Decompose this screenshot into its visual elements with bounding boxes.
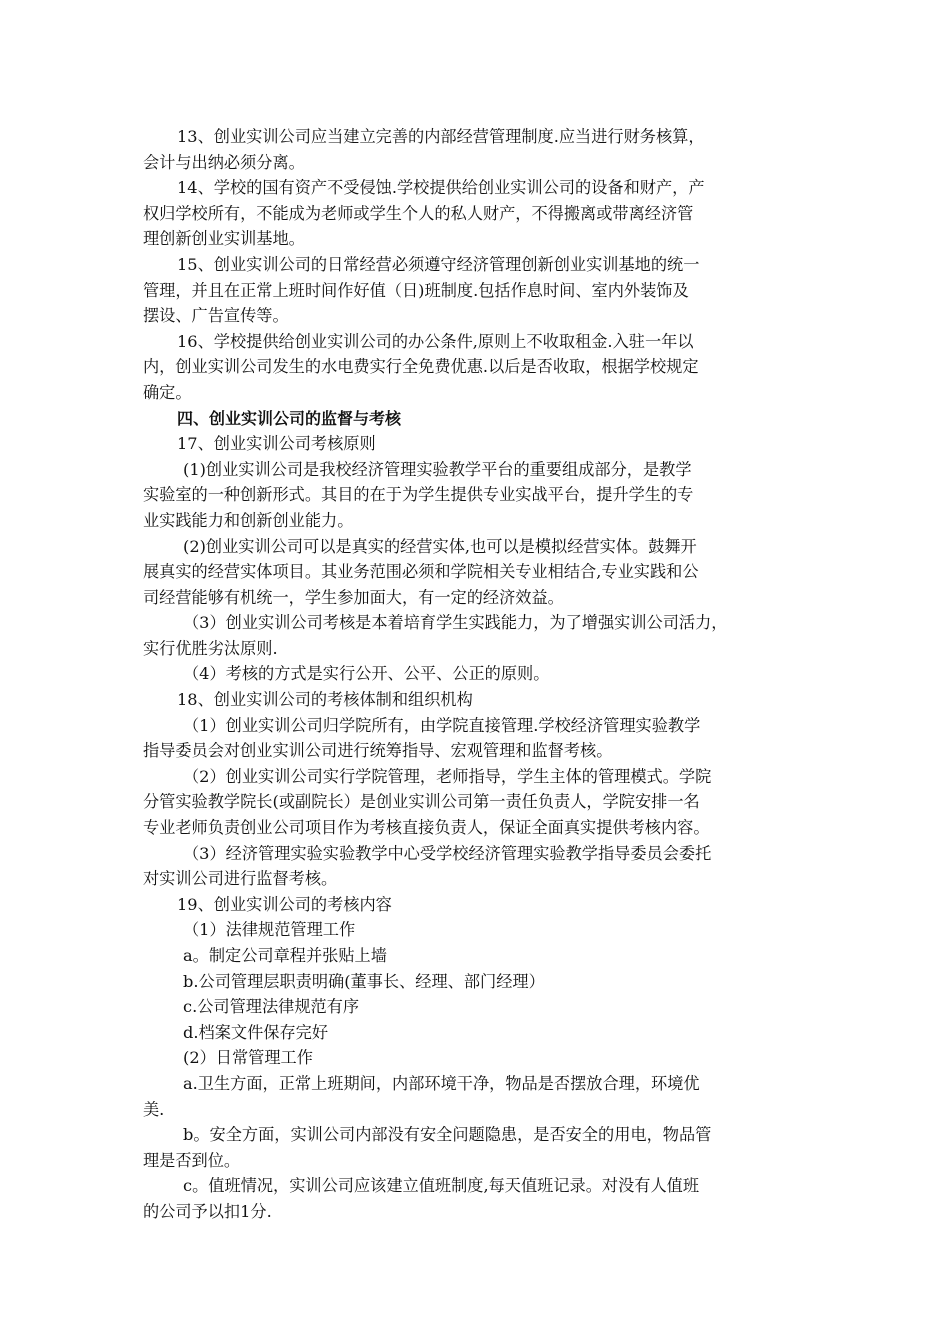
item-18-1-line-2: 指导委员会对创业实训公司进行统筹指导、宏观管理和监督考核。 xyxy=(143,741,613,761)
paragraph-15-line-3: 摆设、广告宣传等。 xyxy=(143,306,289,326)
item-19-2-c-line-1: c。值班情况，实训公司应该建立值班制度,每天值班记录。对没有人值班 xyxy=(183,1176,700,1196)
item-19-1-d: d.档案文件保存完好 xyxy=(183,1022,329,1042)
paragraph-13-line-1: 13、创业实训公司应当建立完善的内部经营管理制度.应当进行财务核算， xyxy=(177,127,705,146)
item-18-2-line-1: （2）创业实训公司实行学院管理，老师指导，学生主体的管理模式。学院 xyxy=(183,766,712,786)
paragraph-16-line-3: 确定。 xyxy=(143,382,192,402)
item-17-1-line-3: 业实践能力和创新创业能力。 xyxy=(143,510,354,530)
section-heading-4: 四、创业实训公司的监督与考核 xyxy=(177,408,402,428)
item-19-1-title: （1）法律规范管理工作 xyxy=(183,920,356,940)
item-19-2-title: (2）日常管理工作 xyxy=(183,1048,313,1068)
item-18-2-line-3: 专业老师负责创业公司项目作为考核直接负责人，保证全面真实提供考核内容。 xyxy=(143,818,710,838)
item-17-3-line-2: 实行优胜劣汰原则. xyxy=(143,638,278,658)
paragraph-14-line-1: 14、学校的国有资产不受侵蚀.学校提供给创业实训公司的设备和财产，产 xyxy=(177,178,705,198)
item-19-2-c-line-2: 的公司予以扣1分. xyxy=(143,1201,272,1221)
item-18-3-line-2: 对实训公司进行监督考核。 xyxy=(143,869,338,889)
item-17-3-line-1: （3）创业实训公司考核是本着培育学生实践能力，为了增强实训公司活力， xyxy=(183,613,728,633)
document-body xyxy=(143,124,813,1225)
item-19-title: 19、创业实训公司的考核内容 xyxy=(177,894,392,914)
item-19-2-a-line-2: 美. xyxy=(143,1099,165,1119)
item-17-2-line-2: 展真实的经营实体项目。其业务范围必须和学院相关专业相结合,专业实践和公 xyxy=(143,562,699,582)
item-19-1-a: a。制定公司章程并张贴上墙 xyxy=(183,946,387,965)
item-17-1-line-2: 实验室的一种创新形式。其目的在于为学生提供专业实战平台，提升学生的专 xyxy=(143,485,694,505)
paragraph-13-line-2: 会计与出纳必须分离。 xyxy=(143,152,305,172)
item-18-title: 18、创业实训公司的考核体制和组织机构 xyxy=(177,690,473,710)
item-17-title: 17、创业实训公司考核原则 xyxy=(177,434,376,454)
paragraph-14-line-3: 理创新创业实训基地。 xyxy=(143,229,305,249)
paragraph-16-line-1: 16、学校提供给创业实训公司的办公条件,原则上不收取租金.入驻一年以 xyxy=(177,331,694,351)
item-17-1-line-1: (1)创业实训公司是我校经济管理实验教学平台的重要组成部分，是教学 xyxy=(183,459,692,479)
paragraph-15-line-2: 管理，并且在正常上班时间作好值（日)班制度.包括作息时间、室内外装饰及 xyxy=(143,280,689,300)
item-19-1-c: c.公司管理法律规范有序 xyxy=(183,997,360,1017)
item-19-2-a-line-1: a.卫生方面，正常上班期间，内部环境干净，物品是否摆放合理，环境优 xyxy=(183,1073,700,1093)
item-18-2-line-2: 分管实验教学院长(或副院长）是创业实训公司第一责任负责人，学院安排一名 xyxy=(143,792,700,812)
item-17-4: （4）考核的方式是实行公开、公平、公正的原则。 xyxy=(183,664,550,684)
item-19-2-b-line-1: b。安全方面，实训公司内部没有安全问题隐患，是否安全的用电，物品管 xyxy=(183,1125,712,1145)
item-19-2-b-line-2: 理是否到位。 xyxy=(143,1150,241,1170)
item-17-2-line-1: (2)创业实训公司可以是真实的经营实体,也可以是模拟经营实体。鼓舞开 xyxy=(183,536,697,556)
item-18-3-line-1: （3）经济管理实验实验教学中心受学校经济管理实验教学指导委员会委托 xyxy=(183,843,712,863)
item-19-1-b: b.公司管理层职责明确(董事长、经理、部门经理） xyxy=(183,971,545,991)
item-17-2-line-3: 司经营能够有机统一，学生参加面大，有一定的经济效益。 xyxy=(143,587,564,607)
paragraph-16-line-2: 内，创业实训公司发生的水电费实行全免费优惠.以后是否收取，根据学校规定 xyxy=(143,357,699,377)
paragraph-15-line-1: 15、创业实训公司的日常经营必须遵守经济管理创新创业实训基地的统一 xyxy=(177,254,700,274)
paragraph-14-line-2: 权归学校所有，不能成为老师或学生个人的私人财产，不得搬离或带离经济管 xyxy=(143,203,694,223)
item-18-1-line-1: （1）创业实训公司归学院所有，由学院直接管理.学校经济管理实验教学 xyxy=(183,715,701,735)
